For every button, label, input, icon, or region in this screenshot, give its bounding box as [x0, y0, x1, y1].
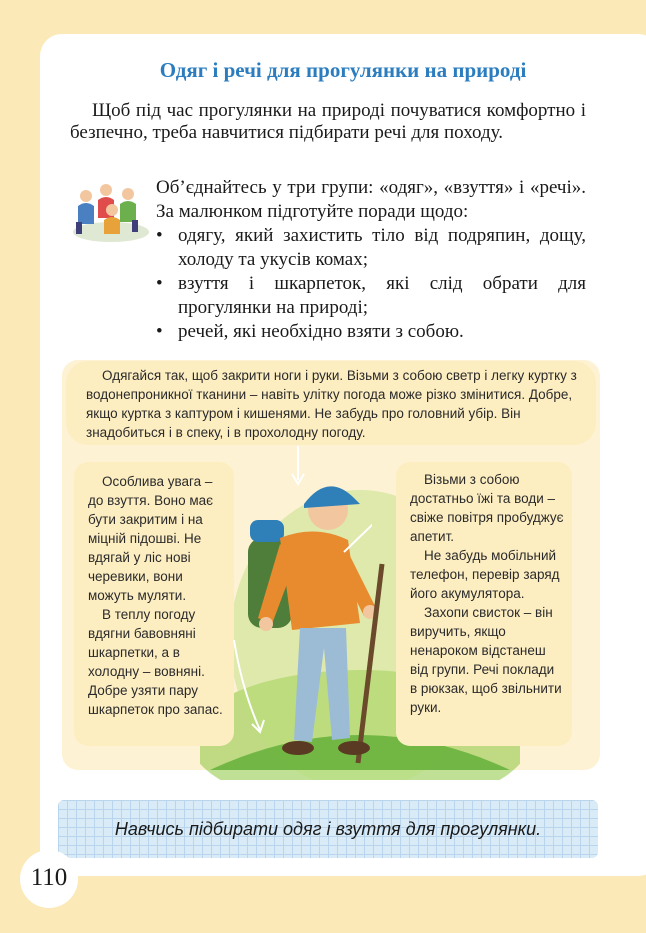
phone-tip-paragraph: Не забудь мобільний телефон, перевір заряд його акумулятора.	[410, 548, 560, 601]
page-number: 110	[20, 850, 78, 908]
items-tip-bubble	[396, 462, 572, 746]
task-bullet-item: • речей, які необхідно взяти з собою.	[156, 321, 464, 342]
whistle-tip-paragraph: Захопи свисток – він виручить, якщо ненароком відстанеш від групи. Речі поклади в рюкзак, щоб звільнити руки.	[410, 605, 562, 715]
task-bullet-list	[156, 224, 586, 344]
clothing-tip-bubble	[66, 361, 596, 445]
lesson-goal-banner: Навчись підбирати одяг і взуття для прогулянки.	[58, 800, 598, 858]
food-tip-paragraph: Візьми з собою достатньо їжі та води – свіже повітря пробуджує апетит.	[410, 472, 564, 544]
group-of-children-icon	[68, 176, 154, 244]
clothing-tip-text: Одягайся так, щоб закрити ноги і руки. Візьми з собою светр і легку куртку з водонепроникної тканини – навіть улітку погода може різко змінитися. Добре, якщо куртка з каптуром і кишенями. Не забудь про головний убір. Він знадобиться і в спеку, і в прохолодну погоду.	[86, 368, 577, 440]
intro-paragraph: Щоб під час прогулянки на природі почуватися комфортно і безпечно, треба навчитися підбирати речі для походу.	[70, 100, 586, 143]
bullet-icon: •	[156, 225, 163, 246]
task-bullet-item: • одягу, який захистить тіло від подряпин, дощу, холоду та укусів комах;	[156, 225, 586, 270]
socks-tip-paragraph: В теплу погоду вдягни бавовняні шкарпетки, а в холодну – вовняні. Добре узяти пару шкарпеток про запас.	[88, 607, 223, 717]
pointer-arrows	[232, 440, 372, 740]
footwear-tip-paragraph: Особлива увага – до взуття. Воно має бути закритим і на міцній підошві. Не вдягай у ліс нові черевики, вони можуть муляти.	[88, 474, 214, 603]
task-bullet-item: • взуття і шкарпеток, які слід обрати для прогулянки на природі;	[156, 273, 586, 318]
task-text: Об’єднайтесь у три групи: «одяг», «взуття» і «речі». За малюнком підготуйте поради щодо:	[156, 177, 586, 222]
bullet-icon: •	[156, 321, 163, 342]
page-title: Одяг і речі для прогулянки на природі	[159, 58, 527, 82]
footwear-tip-bubble	[74, 462, 234, 746]
bullet-icon: •	[156, 273, 163, 294]
